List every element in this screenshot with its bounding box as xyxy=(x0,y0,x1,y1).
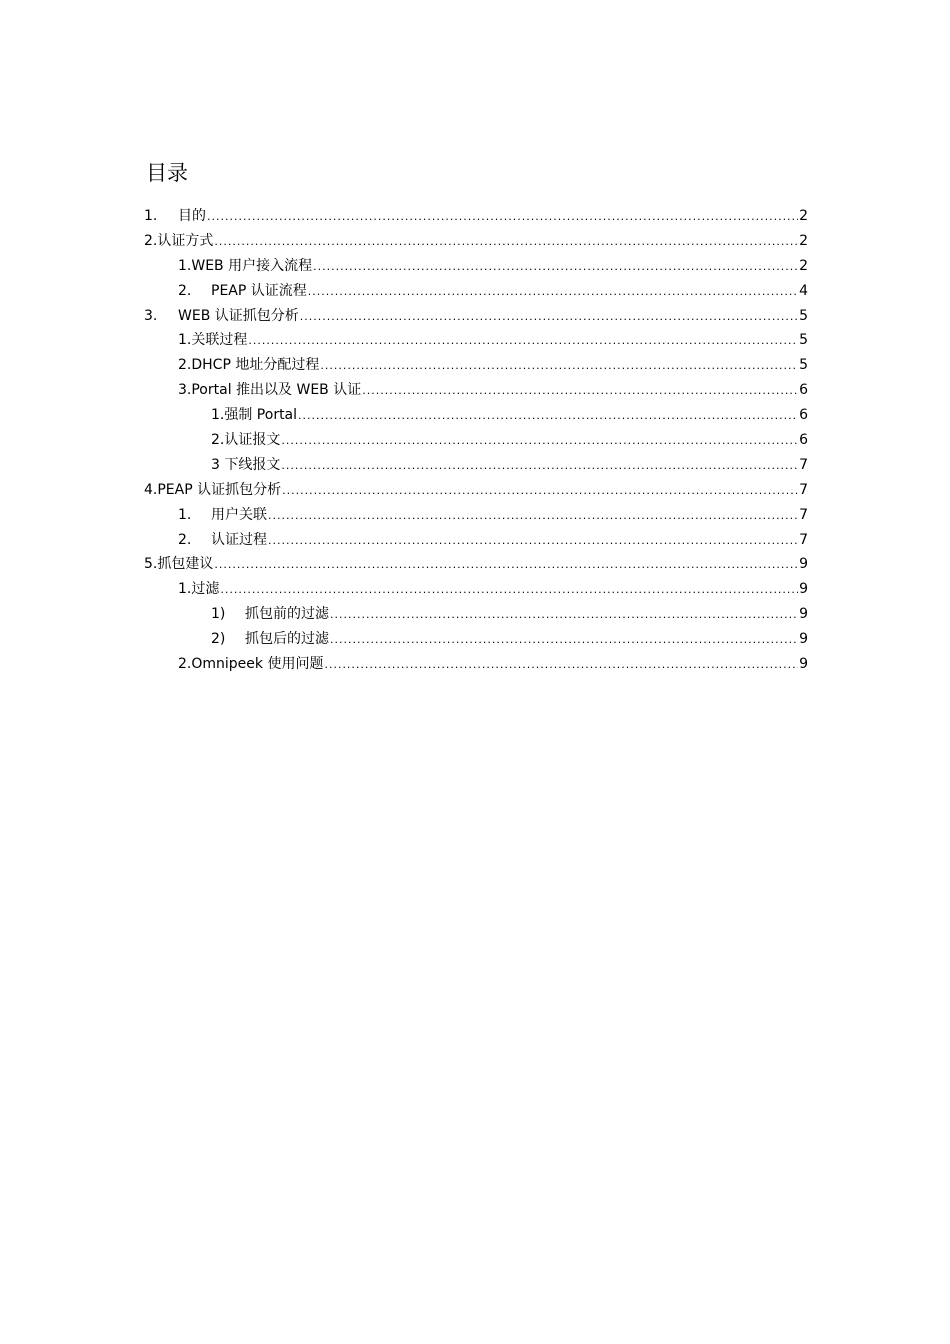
toc-entry[interactable] xyxy=(144,453,808,478)
dot-leader xyxy=(214,230,798,255)
toc-entry[interactable] xyxy=(144,428,808,453)
dot-leader xyxy=(248,329,798,354)
toc-entry-page: 7 xyxy=(799,531,808,548)
toc-entry-label: 目的 xyxy=(178,208,206,224)
toc-entry-label: 用户关联 xyxy=(211,506,267,523)
toc-entry-label: PEAP 认证流程 xyxy=(211,282,307,299)
toc-entry-label: 3 下线报文 xyxy=(211,456,281,473)
toc-entry-label: 4.PEAP 认证抓包分析 xyxy=(144,481,282,498)
toc-entry[interactable] xyxy=(144,602,808,627)
toc-entry[interactable] xyxy=(144,552,808,577)
toc-entry[interactable] xyxy=(144,528,808,553)
toc-entry[interactable] xyxy=(144,378,808,403)
toc-entry[interactable] xyxy=(144,279,808,304)
toc-entry-number: 2. xyxy=(178,282,192,299)
toc-entry-number: 2) xyxy=(211,631,226,648)
dot-leader xyxy=(281,429,798,454)
toc-entry[interactable] xyxy=(144,229,808,254)
toc-entry-label: 3.Portal 推出以及 WEB 认证 xyxy=(178,382,362,399)
dot-leader xyxy=(362,379,798,404)
dot-leader xyxy=(320,354,798,379)
toc-entry-label: 1.关联过程 xyxy=(178,332,248,349)
toc-entry-label: 2.认证报文 xyxy=(211,432,281,449)
toc-entry-number: 1. xyxy=(144,208,158,224)
toc-entry-page: 4 xyxy=(799,282,808,299)
toc-entry-page: 7 xyxy=(799,481,808,498)
toc-entry-page: 2 xyxy=(799,208,808,224)
toc-entry-page: 2 xyxy=(799,257,808,274)
toc-entry-number: 3. xyxy=(144,307,158,324)
toc-entry[interactable] xyxy=(144,652,808,677)
dot-leader xyxy=(268,504,798,529)
toc-entry[interactable] xyxy=(144,503,808,528)
toc-entry-label: 抓包前的过滤 xyxy=(245,606,329,623)
toc-entry-number: 1. xyxy=(178,506,192,523)
toc-entry-label: 2.Omnipeek 使用问题 xyxy=(178,656,324,673)
toc-entry-page: 5 xyxy=(799,307,808,324)
toc-entry-label: 认证过程 xyxy=(211,531,267,548)
toc-entry[interactable] xyxy=(144,403,808,428)
dot-leader xyxy=(330,628,798,653)
toc-entry[interactable] xyxy=(144,478,808,503)
dot-leader xyxy=(268,529,798,554)
toc-entry-page: 9 xyxy=(799,606,808,623)
dot-leader xyxy=(220,578,798,603)
toc-entry[interactable] xyxy=(144,328,808,353)
toc-entry-page: 9 xyxy=(799,581,808,598)
dot-leader xyxy=(281,454,798,479)
dot-leader xyxy=(207,205,798,230)
dot-leader xyxy=(298,404,798,429)
toc-entry[interactable] xyxy=(144,353,808,378)
toc-entry[interactable] xyxy=(144,577,808,602)
dot-leader xyxy=(330,603,798,628)
dot-leader xyxy=(308,280,798,305)
dot-leader xyxy=(282,479,798,504)
toc-entry[interactable] xyxy=(144,627,808,652)
toc-entry-page: 9 xyxy=(799,631,808,648)
dot-leader xyxy=(300,305,798,330)
toc-entry-label: 1.WEB 用户接入流程 xyxy=(178,257,313,274)
toc-entry[interactable] xyxy=(144,204,808,229)
toc-entry-number: 2. xyxy=(178,531,192,548)
toc-entry-label: 抓包后的过滤 xyxy=(245,631,329,648)
toc-entry-page: 5 xyxy=(799,357,808,374)
toc-entry-label: 2.认证方式 xyxy=(144,232,214,249)
toc-entry-page: 6 xyxy=(799,407,808,424)
toc-entry-page: 6 xyxy=(799,382,808,399)
dot-leader xyxy=(214,553,798,578)
toc-entry-number: 1) xyxy=(211,606,226,623)
toc-entry-label: WEB 认证抓包分析 xyxy=(178,307,299,324)
toc-list xyxy=(144,204,808,677)
toc-entry[interactable] xyxy=(144,304,808,329)
toc-entry-page: 5 xyxy=(799,332,808,349)
dot-leader xyxy=(324,653,798,678)
toc-entry-label: 5.抓包建议 xyxy=(144,556,214,573)
toc-title: 目录 xyxy=(146,161,188,185)
toc-entry[interactable] xyxy=(144,254,808,279)
toc-entry-page: 7 xyxy=(799,506,808,523)
toc-entry-label: 2.DHCP 地址分配过程 xyxy=(178,357,320,374)
toc-entry-page: 2 xyxy=(799,232,808,249)
toc-entry-page: 7 xyxy=(799,456,808,473)
dot-leader xyxy=(313,255,798,280)
toc-entry-label: 1.强制 Portal xyxy=(211,407,298,424)
toc-entry-page: 6 xyxy=(799,432,808,449)
toc-entry-page: 9 xyxy=(799,556,808,573)
toc-entry-label: 1.过滤 xyxy=(178,581,220,598)
toc-entry-page: 9 xyxy=(799,656,808,673)
